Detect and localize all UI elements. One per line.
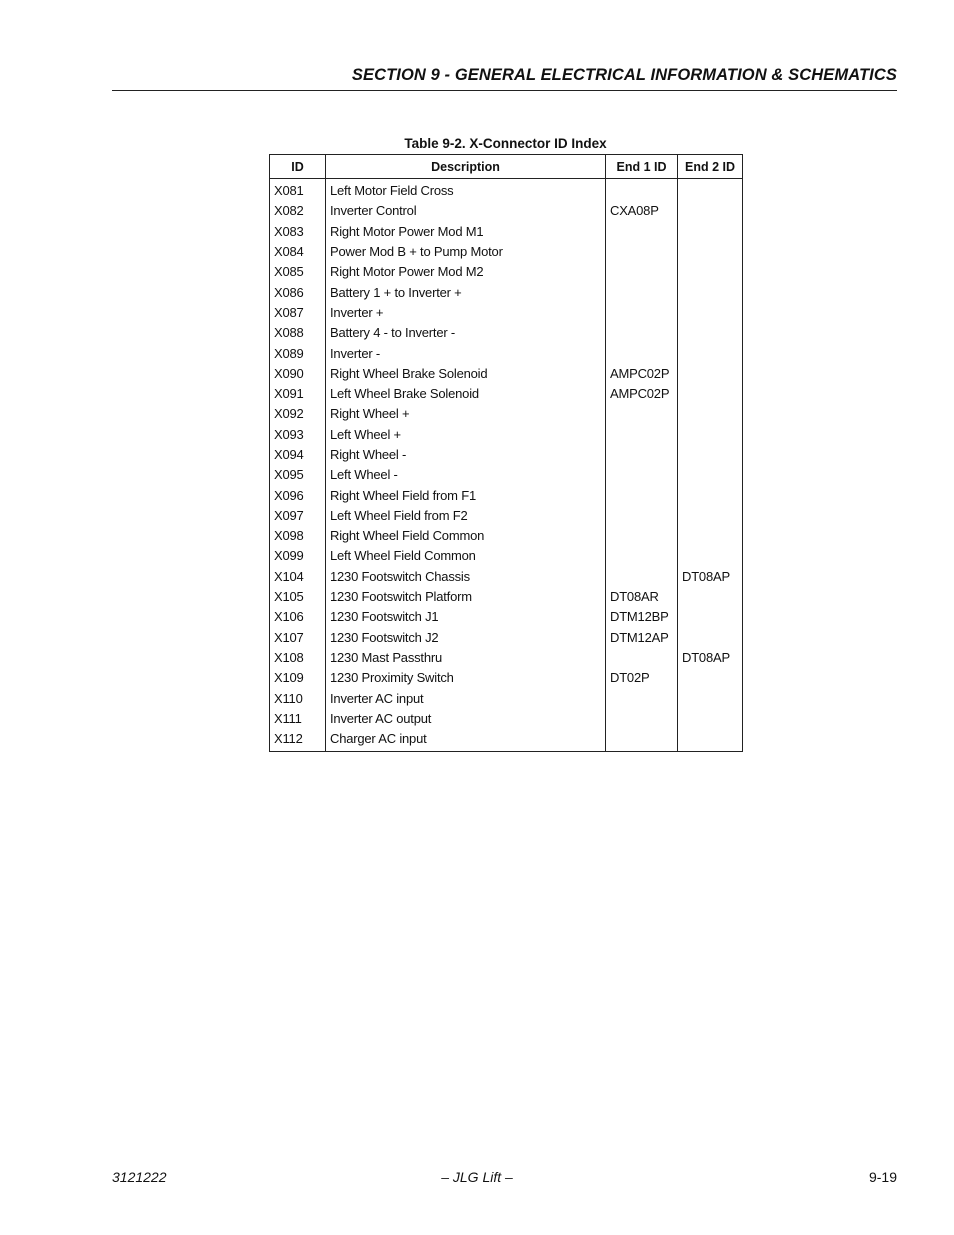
table-row xyxy=(270,587,743,607)
table-row xyxy=(270,729,743,752)
table-row xyxy=(270,282,743,302)
section-title: SECTION 9 - GENERAL ELECTRICAL INFORMATION & SCHEMATICS xyxy=(112,64,897,91)
cell-end1-id xyxy=(606,526,678,546)
table-row xyxy=(270,262,743,282)
cell-id: X081 xyxy=(270,179,326,202)
cell-end2-id xyxy=(678,179,743,202)
cell-end1-id: CXA08P xyxy=(606,201,678,221)
cell-end1-id xyxy=(606,567,678,587)
cell-id: X105 xyxy=(270,587,326,607)
cell-id: X093 xyxy=(270,425,326,445)
cell-end1-id xyxy=(606,323,678,343)
cell-id: X097 xyxy=(270,506,326,526)
table-row xyxy=(270,709,743,729)
table-row xyxy=(270,506,743,526)
cell-end2-id xyxy=(678,201,743,221)
cell-description: 1230 Mast Passthru xyxy=(326,648,606,668)
cell-id: X083 xyxy=(270,222,326,242)
cell-end2-id xyxy=(678,485,743,505)
cell-end1-id xyxy=(606,709,678,729)
cell-id: X109 xyxy=(270,668,326,688)
cell-end1-id: DTM12AP xyxy=(606,628,678,648)
cell-end2-id xyxy=(678,729,743,752)
cell-description: Left Motor Field Cross xyxy=(326,179,606,202)
table-row xyxy=(270,425,743,445)
cell-end2-id: DT08AP xyxy=(678,648,743,668)
cell-end1-id xyxy=(606,303,678,323)
column-header-end1-id: End 1 ID xyxy=(606,155,678,179)
connector-id-table xyxy=(269,154,743,752)
table-row xyxy=(270,607,743,627)
column-header-description: Description xyxy=(326,155,606,179)
publisher-name: – JLG Lift – xyxy=(441,1169,513,1185)
cell-id: X110 xyxy=(270,688,326,708)
table-row xyxy=(270,179,743,202)
cell-end2-id xyxy=(678,688,743,708)
cell-end2-id xyxy=(678,425,743,445)
cell-description: Left Wheel + xyxy=(326,425,606,445)
table-row xyxy=(270,303,743,323)
cell-end2-id xyxy=(678,262,743,282)
cell-end1-id xyxy=(606,425,678,445)
cell-end2-id xyxy=(678,323,743,343)
cell-description: Left Wheel Brake Solenoid xyxy=(326,384,606,404)
cell-end1-id xyxy=(606,648,678,668)
doc-number: 3121222 xyxy=(112,1169,167,1185)
table-caption: Table 9-2. X-Connector ID Index xyxy=(404,136,607,151)
cell-id: X085 xyxy=(270,262,326,282)
cell-id: X096 xyxy=(270,485,326,505)
table-row xyxy=(270,567,743,587)
table-row xyxy=(270,222,743,242)
cell-end2-id xyxy=(678,607,743,627)
cell-end1-id xyxy=(606,343,678,363)
cell-id: X082 xyxy=(270,201,326,221)
cell-description: Inverter Control xyxy=(326,201,606,221)
cell-id: X094 xyxy=(270,445,326,465)
cell-end2-id xyxy=(678,526,743,546)
cell-id: X088 xyxy=(270,323,326,343)
cell-end2-id xyxy=(678,384,743,404)
cell-end1-id: DT02P xyxy=(606,668,678,688)
cell-id: X091 xyxy=(270,384,326,404)
cell-end1-id xyxy=(606,242,678,262)
table-row xyxy=(270,384,743,404)
cell-id: X095 xyxy=(270,465,326,485)
cell-id: X112 xyxy=(270,729,326,752)
cell-end1-id xyxy=(606,179,678,202)
cell-description: 1230 Footswitch J2 xyxy=(326,628,606,648)
cell-end1-id xyxy=(606,506,678,526)
cell-end1-id xyxy=(606,445,678,465)
table-header-row xyxy=(270,155,743,179)
table-row xyxy=(270,688,743,708)
table-row xyxy=(270,364,743,384)
cell-description: Battery 1 + to Inverter + xyxy=(326,282,606,302)
cell-end1-id xyxy=(606,688,678,708)
cell-description: Left Wheel Field from F2 xyxy=(326,506,606,526)
cell-description: Battery 4 - to Inverter - xyxy=(326,323,606,343)
cell-end2-id xyxy=(678,709,743,729)
cell-end2-id xyxy=(678,465,743,485)
table-row xyxy=(270,323,743,343)
cell-description: Charger AC input xyxy=(326,729,606,752)
table-row xyxy=(270,628,743,648)
cell-id: X092 xyxy=(270,404,326,424)
cell-id: X106 xyxy=(270,607,326,627)
cell-end2-id xyxy=(678,303,743,323)
cell-end1-id: DT08AR xyxy=(606,587,678,607)
cell-end2-id xyxy=(678,546,743,566)
page-number: 9-19 xyxy=(868,1169,897,1185)
cell-description: Right Wheel + xyxy=(326,404,606,424)
cell-id: X089 xyxy=(270,343,326,363)
cell-end2-id: DT08AP xyxy=(678,567,743,587)
table-row xyxy=(270,465,743,485)
connector-table-container xyxy=(269,154,742,752)
cell-end2-id xyxy=(678,445,743,465)
cell-end2-id xyxy=(678,242,743,262)
table-row xyxy=(270,526,743,546)
cell-description: Right Motor Power Mod M1 xyxy=(326,222,606,242)
table-row xyxy=(270,485,743,505)
cell-description: 1230 Footswitch J1 xyxy=(326,607,606,627)
cell-end2-id xyxy=(678,506,743,526)
cell-end2-id xyxy=(678,587,743,607)
column-header-end2-id: End 2 ID xyxy=(678,155,743,179)
cell-description: Inverter AC output xyxy=(326,709,606,729)
cell-end1-id xyxy=(606,465,678,485)
cell-id: X086 xyxy=(270,282,326,302)
cell-description: Right Wheel - xyxy=(326,445,606,465)
cell-end1-id xyxy=(606,404,678,424)
table-row xyxy=(270,648,743,668)
cell-description: 1230 Footswitch Chassis xyxy=(326,567,606,587)
cell-end1-id: AMPC02P xyxy=(606,364,678,384)
cell-id: X108 xyxy=(270,648,326,668)
cell-id: X098 xyxy=(270,526,326,546)
cell-end2-id xyxy=(678,343,743,363)
cell-description: Right Wheel Field from F1 xyxy=(326,485,606,505)
table-row xyxy=(270,445,743,465)
table-row xyxy=(270,201,743,221)
cell-id: X107 xyxy=(270,628,326,648)
cell-description: 1230 Footswitch Platform xyxy=(326,587,606,607)
cell-id: X104 xyxy=(270,567,326,587)
cell-description: Power Mod B + to Pump Motor xyxy=(326,242,606,262)
cell-description: Inverter - xyxy=(326,343,606,363)
table-body xyxy=(270,179,743,752)
cell-end1-id: DTM12BP xyxy=(606,607,678,627)
cell-id: X099 xyxy=(270,546,326,566)
cell-description: Right Motor Power Mod M2 xyxy=(326,262,606,282)
cell-end1-id xyxy=(606,222,678,242)
table-row xyxy=(270,546,743,566)
cell-end1-id: AMPC02P xyxy=(606,384,678,404)
cell-end2-id xyxy=(678,628,743,648)
cell-end2-id xyxy=(678,668,743,688)
cell-description: Left Wheel Field Common xyxy=(326,546,606,566)
cell-end2-id xyxy=(678,282,743,302)
cell-end2-id xyxy=(678,364,743,384)
cell-end1-id xyxy=(606,546,678,566)
column-header-id: ID xyxy=(270,155,326,179)
cell-id: X084 xyxy=(270,242,326,262)
cell-end2-id xyxy=(678,404,743,424)
cell-end1-id xyxy=(606,485,678,505)
cell-description: 1230 Proximity Switch xyxy=(326,668,606,688)
cell-description: Inverter AC input xyxy=(326,688,606,708)
cell-end1-id xyxy=(606,282,678,302)
cell-description: Left Wheel - xyxy=(326,465,606,485)
cell-id: X111 xyxy=(270,709,326,729)
table-row xyxy=(270,343,743,363)
cell-end1-id xyxy=(606,729,678,752)
cell-id: X090 xyxy=(270,364,326,384)
cell-id: X087 xyxy=(270,303,326,323)
table-row xyxy=(270,404,743,424)
table-row xyxy=(270,668,743,688)
cell-end1-id xyxy=(606,262,678,282)
cell-description: Right Wheel Brake Solenoid xyxy=(326,364,606,384)
cell-end2-id xyxy=(678,222,743,242)
cell-description: Inverter + xyxy=(326,303,606,323)
cell-description: Right Wheel Field Common xyxy=(326,526,606,546)
table-row xyxy=(270,242,743,262)
